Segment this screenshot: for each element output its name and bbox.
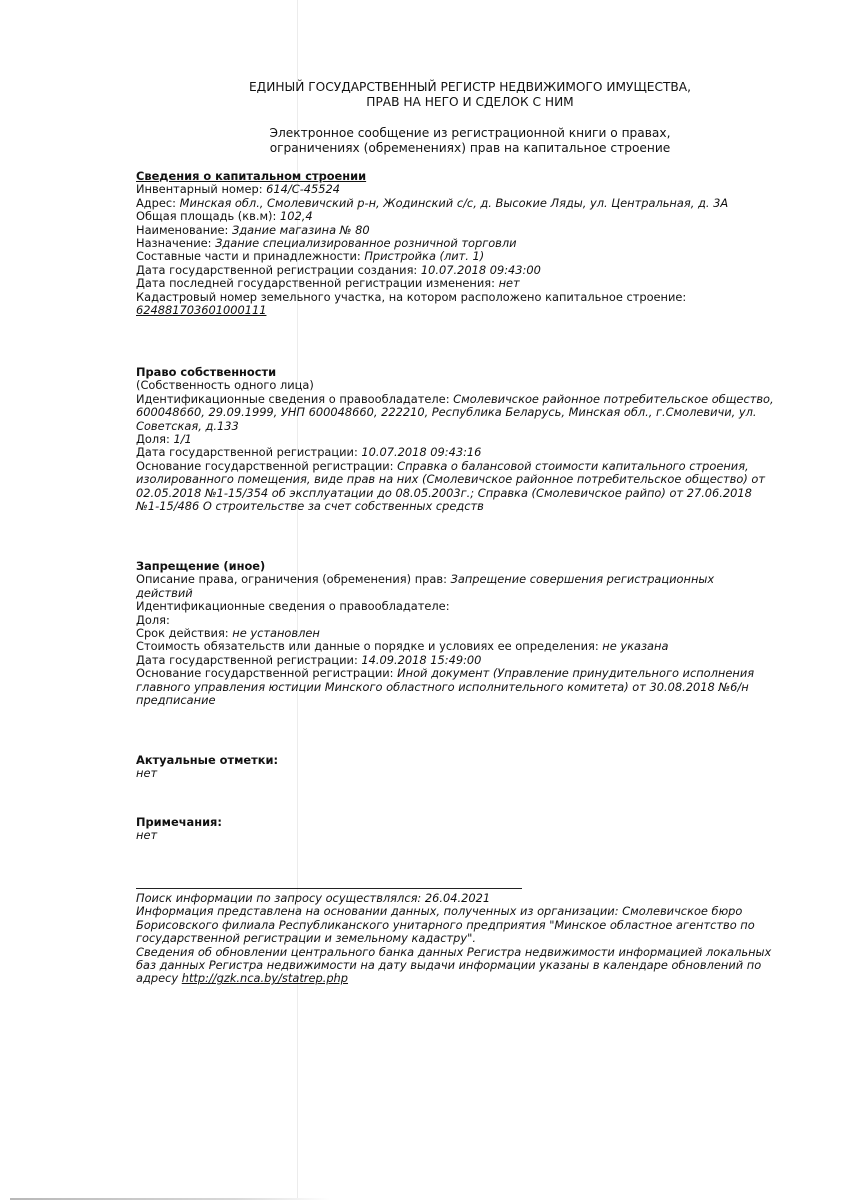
field-label: Дата государственной регистрации:	[136, 445, 362, 460]
section-title: Примечания:	[136, 815, 222, 829]
last-change-date	[136, 277, 816, 290]
field-value: Пристройка (лит. 1)	[364, 249, 485, 264]
field-value: Смолевичское районное потребительское общество,	[453, 391, 774, 406]
field-value: 14.09.2018 15:49:00	[361, 652, 482, 667]
restriction-basis-cont: главного управления юстиции Минского областного исполнительного комитета) от 30.08.2018 №6/н	[136, 679, 749, 694]
field-value: Справка о балансовой стоимости капитального строения,	[397, 458, 749, 473]
ownership-section	[136, 366, 816, 513]
field-value: 10.07.2018 09:43:00	[420, 262, 541, 277]
source-info: Информация представлена на основании данных, полученных из организации: Смолевичское бюро	[136, 904, 743, 919]
field-value: Минская обл., Смолевичский р-н, Жодинский с/с, д. Высокие Ляды, ул. Центральная, д. 3А	[179, 195, 729, 210]
cadastral-number: 624881703601000111	[136, 303, 267, 318]
registration-basis-cont: 02.05.2018 №1-15/354 об эксплуатации до 08.05.2003г.; Справка (Смолевичское райпо) от 27.06.2018	[136, 485, 752, 500]
field-label: Дата государственной регистрации:	[136, 652, 362, 667]
current-marks-section	[136, 754, 816, 781]
restriction-reg-date	[136, 654, 816, 667]
restriction-description-cont: действий	[136, 585, 193, 600]
subtitle-line: ограничениях (обременениях) прав на капитальное строение	[269, 141, 671, 155]
field-value: 614/С-45524	[266, 182, 341, 197]
registration-basis-cont: изолированного помещения, виде прав на них (Смолевичское районное потребительское общество) от	[136, 472, 765, 487]
field-label: Описание права, ограничения (обременения) прав:	[136, 572, 451, 587]
field-label: Стоимость обязательств или данные о порядке и условиях ее определения:	[136, 639, 603, 654]
field-value: Здание специализированное розничной торговли	[215, 236, 517, 251]
section-title: Право собственности	[136, 365, 277, 379]
section-title: Сведения о капитальном строении	[136, 169, 367, 183]
registration-basis-cont: №1-15/486 О строительстве за счет собственных средств	[136, 499, 484, 514]
restriction-section	[136, 560, 816, 707]
restriction-description	[136, 573, 816, 586]
field-value: не указана	[602, 639, 669, 654]
restriction-basis	[136, 667, 816, 680]
document-subtitle	[0, 126, 848, 156]
field-value: Запрещение совершения регистрационных	[450, 572, 715, 587]
field-label: Доля:	[136, 432, 174, 447]
field-label: Дата государственной регистрации создания:	[136, 262, 421, 277]
field-label: Дата последней государственной регистрации изменения:	[136, 276, 499, 291]
field-label: Адрес:	[136, 195, 180, 210]
field-value: Здание магазина № 80	[231, 222, 370, 237]
building-purpose	[136, 237, 816, 250]
holder-info-cont: Советская, д.133	[136, 418, 239, 433]
registration-basis	[136, 460, 816, 473]
restriction-cost	[136, 640, 816, 653]
field-label: Идентификационные сведения о правообладателе:	[136, 391, 454, 406]
field-label: Инвентарный номер:	[136, 182, 267, 197]
footer	[136, 892, 826, 986]
address	[136, 197, 816, 210]
notes-section	[136, 816, 816, 843]
restriction-holder: Идентификационные сведения о правообладателе:	[136, 599, 450, 614]
restriction-share: Доля:	[136, 612, 170, 627]
calendar-link[interactable]: http://gzk.nca.by/statrep.php	[181, 971, 349, 986]
field-label: Основание государственной регистрации:	[136, 458, 398, 473]
source-info: государственной регистрации и земельному кадастру".	[136, 931, 476, 946]
field-value: 10.07.2018 09:43:16	[361, 445, 482, 460]
field-label: Составные части и принадлежности:	[136, 249, 365, 264]
creation-date	[136, 264, 816, 277]
title-line: ПРАВ НА НЕГО И СДЕЛОК С НИМ	[366, 95, 574, 109]
section-title: Актуальные отметки:	[136, 753, 278, 767]
cadastral-label: Кадастровый номер земельного участка, на котором расположено капитальное строение:	[136, 289, 687, 304]
total-area	[136, 210, 816, 223]
inventory-number	[136, 183, 816, 196]
current-marks-value: нет	[136, 766, 158, 781]
field-value: 102,4	[279, 209, 313, 224]
field-label: Назначение:	[136, 236, 216, 251]
field-label: Основание государственной регистрации:	[136, 666, 398, 681]
address-prefix: адресу	[136, 971, 182, 986]
registration-date	[136, 446, 816, 459]
field-label: Срок действия:	[136, 626, 233, 641]
document-title	[0, 80, 848, 110]
holder-info	[136, 393, 816, 406]
building-parts	[136, 250, 816, 263]
restriction-basis-cont: предписание	[136, 693, 216, 708]
field-value: Иной документ (Управление принудительного исполнения	[397, 666, 755, 681]
field-label: Наименование:	[136, 222, 232, 237]
update-info: Сведения об обновлении центрального банка данных Регистра недвижимости информацией локальных	[136, 944, 772, 959]
footer-separator	[136, 888, 522, 889]
field-value: 1/1	[173, 432, 192, 447]
section-title: Запрещение (иное)	[136, 559, 266, 573]
search-date: Поиск информации по запросу осуществлялся: 26.04.2021	[136, 891, 491, 905]
title-line: ЕДИНЫЙ ГОСУДАРСТВЕННЫЙ РЕГИСТР НЕДВИЖИМОГО ИМУЩЕСТВА,	[248, 80, 692, 94]
restriction-term	[136, 627, 816, 640]
update-address	[136, 972, 826, 985]
building-name	[136, 224, 816, 237]
field-value: не установлен	[232, 626, 320, 641]
field-label: Общая площадь (кв.м):	[136, 209, 280, 224]
building-section	[136, 170, 816, 317]
share	[136, 433, 816, 446]
holder-info-cont: 600048660, 29.09.1999, УНП 600048660, 222210, Республика Беларусь, Минская обл., г.Смолевичи, ул.	[136, 405, 757, 420]
update-info: баз данных Регистра недвижимости на дату выдачи информации указаны в календаре обновлений по	[136, 958, 762, 973]
source-info: Борисовского филиала Республиканского унитарного предприятия "Минское областное агентство по	[136, 917, 755, 932]
notes-value: нет	[136, 828, 158, 843]
subtitle-line: Электронное сообщение из регистрационной книги о правах,	[269, 126, 671, 140]
ownership-type: (Собственность одного лица)	[136, 378, 314, 393]
field-value: нет	[498, 276, 520, 291]
